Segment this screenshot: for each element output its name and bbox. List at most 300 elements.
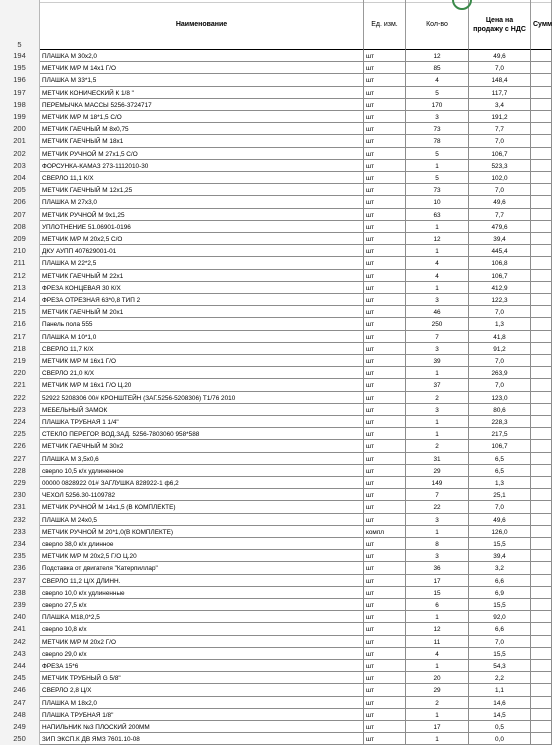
cell-sum[interactable]	[531, 416, 552, 428]
cell-qty[interactable]: 29	[406, 465, 469, 477]
cell-unit[interactable]: шт	[364, 465, 406, 477]
row-header[interactable]: 231	[0, 501, 40, 513]
cell-qty[interactable]: 1	[406, 160, 469, 172]
cell-name[interactable]: МЕТЧИК ГАЕЧНЫЙ М 20х1	[40, 306, 364, 318]
cell-name[interactable]: СВЕРЛО 21,0 К/Х	[40, 367, 364, 379]
cell-qty[interactable]: 73	[406, 123, 469, 135]
cell-unit[interactable]: шт	[364, 514, 406, 526]
cell-name[interactable]: МЕТЧИК М/Р М 16х1 Г/О Ц.20	[40, 379, 364, 391]
cell-sum[interactable]	[531, 331, 552, 343]
cell-unit[interactable]: шт	[364, 135, 406, 147]
row-header[interactable]: 196	[0, 74, 40, 86]
row-header[interactable]: 240	[0, 611, 40, 623]
cell-name[interactable]: ПЛАШКА М 27х3,0	[40, 196, 364, 208]
cell-unit[interactable]: шт	[364, 379, 406, 391]
cell-unit[interactable]: шт	[364, 538, 406, 550]
cell-qty[interactable]: 1	[406, 526, 469, 538]
row-header[interactable]: 245	[0, 672, 40, 684]
cell-sum[interactable]	[531, 733, 552, 745]
cell-price[interactable]: 148,4	[469, 74, 531, 86]
cell-sum[interactable]	[531, 50, 552, 62]
cell-unit[interactable]: шт	[364, 50, 406, 62]
cell-price[interactable]: 479,6	[469, 221, 531, 233]
row-header[interactable]: 203	[0, 160, 40, 172]
cell-price[interactable]: 49,6	[469, 514, 531, 526]
cell-unit[interactable]: шт	[364, 184, 406, 196]
cell-name[interactable]: МЕТЧИК РУЧНОЙ М 27х1,5 С/О	[40, 148, 364, 160]
cell-name[interactable]: МЕТЧИК РУЧНОЙ М 9х1,25	[40, 209, 364, 221]
cell-qty[interactable]: 1	[406, 660, 469, 672]
row-header[interactable]: 221	[0, 379, 40, 391]
row-header[interactable]: 208	[0, 221, 40, 233]
cell-unit[interactable]: шт	[364, 660, 406, 672]
cell-price[interactable]: 6,5	[469, 465, 531, 477]
cell-sum[interactable]	[531, 123, 552, 135]
cell-price[interactable]: 7,7	[469, 209, 531, 221]
cell-price[interactable]: 106,7	[469, 440, 531, 452]
row-header[interactable]: 243	[0, 648, 40, 660]
cell-qty[interactable]: 2	[406, 440, 469, 452]
cell-price[interactable]: 217,5	[469, 428, 531, 440]
cell-unit[interactable]: компл	[364, 526, 406, 538]
cell-unit[interactable]: шт	[364, 550, 406, 562]
cell-qty[interactable]: 12	[406, 50, 469, 62]
cell-sum[interactable]	[531, 672, 552, 684]
cell-price[interactable]: 49,6	[469, 196, 531, 208]
row-header[interactable]: 201	[0, 135, 40, 147]
cell-qty[interactable]: 39	[406, 355, 469, 367]
row-header[interactable]: 244	[0, 660, 40, 672]
cell-sum[interactable]	[531, 245, 552, 257]
row-header[interactable]: 247	[0, 697, 40, 709]
cell-sum[interactable]	[531, 233, 552, 245]
cell-price[interactable]: 106,7	[469, 270, 531, 282]
cell-name[interactable]: МЕТЧИК ГАЕЧНЫЙ М 8х0,75	[40, 123, 364, 135]
cell-name[interactable]: ФРЕЗА ОТРЕЗНАЯ 63*0,8 ТИП 2	[40, 294, 364, 306]
cell-sum[interactable]	[531, 135, 552, 147]
cell-unit[interactable]: шт	[364, 623, 406, 635]
cell-price[interactable]: 445,4	[469, 245, 531, 257]
cell-sum[interactable]	[531, 367, 552, 379]
cell-unit[interactable]: шт	[364, 672, 406, 684]
row-header[interactable]: 225	[0, 428, 40, 440]
row-header[interactable]: 239	[0, 599, 40, 611]
cell-qty[interactable]: 17	[406, 575, 469, 587]
row-header[interactable]: 200	[0, 123, 40, 135]
cell-name[interactable]: сверло 10,0 к/х удлиненные	[40, 587, 364, 599]
cell-price[interactable]: 7,0	[469, 62, 531, 74]
cell-price[interactable]: 0,5	[469, 721, 531, 733]
cell-sum[interactable]	[531, 343, 552, 355]
cell-price[interactable]: 123,0	[469, 392, 531, 404]
cell-price[interactable]: 14,6	[469, 697, 531, 709]
row-header[interactable]: 242	[0, 636, 40, 648]
cell-name[interactable]: ПЛАШКА М 30х2,0	[40, 50, 364, 62]
cell-unit[interactable]: шт	[364, 355, 406, 367]
cell-sum[interactable]	[531, 440, 552, 452]
cell-price[interactable]: 117,7	[469, 87, 531, 99]
cell-sum[interactable]	[531, 270, 552, 282]
cell-name[interactable]: МЕТЧИК М/Р М 16х1 Г/О	[40, 355, 364, 367]
cell-name[interactable]: ФРЕЗА КОНЦЕВАЯ 30 К/Х	[40, 282, 364, 294]
cell-sum[interactable]	[531, 62, 552, 74]
cell-price[interactable]: 91,2	[469, 343, 531, 355]
cell-sum[interactable]	[531, 355, 552, 367]
cell-name[interactable]: МЕТЧИК М/Р М 20х2,5 С/О	[40, 233, 364, 245]
cell-name[interactable]: СВЕРЛО 11,1 К/Х	[40, 172, 364, 184]
cell-unit[interactable]: шт	[364, 172, 406, 184]
cell-unit[interactable]: шт	[364, 294, 406, 306]
cell-unit[interactable]: шт	[364, 599, 406, 611]
cell-unit[interactable]: шт	[364, 562, 406, 574]
cell-unit[interactable]: шт	[364, 721, 406, 733]
cell-unit[interactable]: шт	[364, 587, 406, 599]
cell-qty[interactable]: 1	[406, 221, 469, 233]
cell-name[interactable]: СВЕРЛО 11,7 К/Х	[40, 343, 364, 355]
cell-price[interactable]: 106,7	[469, 148, 531, 160]
cell-price[interactable]: 7,0	[469, 306, 531, 318]
cell-unit[interactable]: шт	[364, 367, 406, 379]
row-header[interactable]: 236	[0, 562, 40, 574]
cell-price[interactable]: 122,3	[469, 294, 531, 306]
cell-unit[interactable]: шт	[364, 62, 406, 74]
cell-unit[interactable]: шт	[364, 123, 406, 135]
cell-name[interactable]: сверло 27,5 к/х	[40, 599, 364, 611]
cell-qty[interactable]: 12	[406, 233, 469, 245]
cell-sum[interactable]	[531, 526, 552, 538]
cell-unit[interactable]: шт	[364, 343, 406, 355]
cell-sum[interactable]	[531, 636, 552, 648]
row-header[interactable]: 250	[0, 733, 40, 745]
cell-sum[interactable]	[531, 477, 552, 489]
cell-sum[interactable]	[531, 87, 552, 99]
cell-name[interactable]: 52922 5208306 00# КРОНШТЕЙН (ЗАГ.5256-5208306) Т1/76 2010	[40, 392, 364, 404]
cell-sum[interactable]	[531, 379, 552, 391]
cell-qty[interactable]: 4	[406, 74, 469, 86]
cell-sum[interactable]	[531, 184, 552, 196]
cell-unit[interactable]: шт	[364, 416, 406, 428]
row-header[interactable]: 246	[0, 684, 40, 696]
column-header-unit[interactable]: Ед. изм.	[364, 0, 406, 50]
cell-qty[interactable]: 1	[406, 428, 469, 440]
cell-sum[interactable]	[531, 465, 552, 477]
cell-qty[interactable]: 250	[406, 318, 469, 330]
cell-unit[interactable]: шт	[364, 245, 406, 257]
cell-unit[interactable]: шт	[364, 501, 406, 513]
cell-price[interactable]: 6,6	[469, 575, 531, 587]
cell-qty[interactable]: 1	[406, 733, 469, 745]
cell-sum[interactable]	[531, 74, 552, 86]
cell-price[interactable]: 92,0	[469, 611, 531, 623]
row-header[interactable]: 223	[0, 404, 40, 416]
cell-qty[interactable]: 4	[406, 270, 469, 282]
column-header-qty[interactable]: Кол-во	[406, 0, 469, 50]
cell-unit[interactable]: шт	[364, 331, 406, 343]
cell-price[interactable]: 7,0	[469, 636, 531, 648]
cell-sum[interactable]	[531, 514, 552, 526]
cell-sum[interactable]	[531, 453, 552, 465]
cell-unit[interactable]: шт	[364, 306, 406, 318]
cell-qty[interactable]: 1	[406, 611, 469, 623]
row-header[interactable]: 237	[0, 575, 40, 587]
cell-unit[interactable]: шт	[364, 148, 406, 160]
cell-sum[interactable]	[531, 550, 552, 562]
cell-price[interactable]: 7,0	[469, 184, 531, 196]
row-header[interactable]: 215	[0, 306, 40, 318]
cell-price[interactable]: 49,6	[469, 50, 531, 62]
row-header[interactable]: 204	[0, 172, 40, 184]
cell-unit[interactable]: шт	[364, 709, 406, 721]
cell-price[interactable]: 7,0	[469, 379, 531, 391]
cell-name[interactable]: сверло 29,0 к/х	[40, 648, 364, 660]
cell-unit[interactable]: шт	[364, 74, 406, 86]
cell-sum[interactable]	[531, 99, 552, 111]
cell-qty[interactable]: 4	[406, 648, 469, 660]
cell-name[interactable]: МЕТЧИК ГАЕЧНЫЙ М 12х1,25	[40, 184, 364, 196]
cell-name[interactable]: МЕТЧИК М/Р М 18*1,5 С/О	[40, 111, 364, 123]
cell-qty[interactable]: 37	[406, 379, 469, 391]
cell-qty[interactable]: 1	[406, 282, 469, 294]
cell-sum[interactable]	[531, 111, 552, 123]
cell-unit[interactable]: шт	[364, 440, 406, 452]
cell-name[interactable]: ЧЕХОЛ 5256.30-1109782	[40, 489, 364, 501]
cell-sum[interactable]	[531, 684, 552, 696]
cell-qty[interactable]: 17	[406, 721, 469, 733]
cell-name[interactable]: ФРЕЗА 15*6	[40, 660, 364, 672]
cell-price[interactable]: 25,1	[469, 489, 531, 501]
cell-price[interactable]: 6,6	[469, 623, 531, 635]
cell-name[interactable]: ПЛАШКА М 3,5х0,6	[40, 453, 364, 465]
cell-sum[interactable]	[531, 538, 552, 550]
cell-price[interactable]: 7,0	[469, 501, 531, 513]
cell-price[interactable]: 6,9	[469, 587, 531, 599]
row-header[interactable]: 194	[0, 50, 40, 62]
row-header[interactable]: 212	[0, 270, 40, 282]
cell-price[interactable]: 14,5	[469, 709, 531, 721]
row-header[interactable]: 232	[0, 514, 40, 526]
cell-sum[interactable]	[531, 404, 552, 416]
row-header[interactable]: 213	[0, 282, 40, 294]
cell-name[interactable]: ПЛАШКА М 24х0,5	[40, 514, 364, 526]
cell-unit[interactable]: шт	[364, 233, 406, 245]
cell-qty[interactable]: 149	[406, 477, 469, 489]
cell-sum[interactable]	[531, 209, 552, 221]
cell-sum[interactable]	[531, 623, 552, 635]
cell-qty[interactable]: 15	[406, 587, 469, 599]
cell-unit[interactable]: шт	[364, 196, 406, 208]
cell-price[interactable]: 126,0	[469, 526, 531, 538]
cell-sum[interactable]	[531, 196, 552, 208]
row-header[interactable]: 207	[0, 209, 40, 221]
cell-unit[interactable]: шт	[364, 160, 406, 172]
cell-name[interactable]: ПЛАШКА ТРУБНАЯ 1 1/4"	[40, 416, 364, 428]
column-header-sum[interactable]: Сумм	[531, 0, 552, 50]
cell-price[interactable]: 0,0	[469, 733, 531, 745]
cell-qty[interactable]: 31	[406, 453, 469, 465]
row-header[interactable]: 202	[0, 148, 40, 160]
cell-name[interactable]: ПЛАШКА М 18х2,0	[40, 697, 364, 709]
row-header[interactable]: 209	[0, 233, 40, 245]
cell-qty[interactable]: 6	[406, 599, 469, 611]
cell-unit[interactable]: шт	[364, 489, 406, 501]
cell-name[interactable]: МЕТЧИК КОНИЧЕСКИЙ К 1/8 "	[40, 87, 364, 99]
cell-price[interactable]: 39,4	[469, 550, 531, 562]
cell-price[interactable]: 54,3	[469, 660, 531, 672]
cell-qty[interactable]: 5	[406, 148, 469, 160]
cell-name[interactable]: МЕТЧИК ГАЕЧНЫЙ М 22х1	[40, 270, 364, 282]
row-header[interactable]: 205	[0, 184, 40, 196]
cell-unit[interactable]: шт	[364, 697, 406, 709]
cell-name[interactable]: ПЕРЕМЫЧКА МАССЫ 5256-3724717	[40, 99, 364, 111]
cell-price[interactable]: 102,0	[469, 172, 531, 184]
row-header[interactable]: 197	[0, 87, 40, 99]
cell-qty[interactable]: 170	[406, 99, 469, 111]
cell-name[interactable]: ПЛАШКА М 10*1,0	[40, 331, 364, 343]
cell-qty[interactable]: 12	[406, 623, 469, 635]
cell-qty[interactable]: 3	[406, 514, 469, 526]
row-header[interactable]: 211	[0, 257, 40, 269]
cell-sum[interactable]	[531, 575, 552, 587]
cell-unit[interactable]: шт	[364, 636, 406, 648]
row-header[interactable]: 198	[0, 99, 40, 111]
cell-qty[interactable]: 3	[406, 294, 469, 306]
column-header-name[interactable]: Наименование	[40, 0, 364, 50]
row-header[interactable]: 249	[0, 721, 40, 733]
cell-qty[interactable]: 20	[406, 672, 469, 684]
cell-qty[interactable]: 22	[406, 501, 469, 513]
cell-unit[interactable]: шт	[364, 87, 406, 99]
cell-qty[interactable]: 1	[406, 709, 469, 721]
cell-name[interactable]: ПЛАШКА М 33*1,5	[40, 74, 364, 86]
cell-unit[interactable]: шт	[364, 270, 406, 282]
cell-name[interactable]: ПЛАШКА ТРУБНАЯ 1/8"	[40, 709, 364, 721]
cell-unit[interactable]: шт	[364, 209, 406, 221]
row-header[interactable]: 233	[0, 526, 40, 538]
cell-name[interactable]: МЕТЧИК РУЧНОЙ М 20*1,0(В КОМПЛЕКТЕ)	[40, 526, 364, 538]
row-header[interactable]: 227	[0, 453, 40, 465]
cell-unit[interactable]: шт	[364, 404, 406, 416]
row-header[interactable]: 206	[0, 196, 40, 208]
row-header[interactable]: 238	[0, 587, 40, 599]
cell-price[interactable]: 263,9	[469, 367, 531, 379]
cell-price[interactable]: 191,2	[469, 111, 531, 123]
cell-sum[interactable]	[531, 306, 552, 318]
cell-price[interactable]: 2,2	[469, 672, 531, 684]
row-header[interactable]: 199	[0, 111, 40, 123]
cell-price[interactable]: 3,2	[469, 562, 531, 574]
row-header[interactable]: 214	[0, 294, 40, 306]
cell-qty[interactable]: 4	[406, 257, 469, 269]
cell-qty[interactable]: 3	[406, 550, 469, 562]
row-header[interactable]: 220	[0, 367, 40, 379]
row-header[interactable]: 248	[0, 709, 40, 721]
row-header[interactable]: 210	[0, 245, 40, 257]
cell-unit[interactable]: шт	[364, 221, 406, 233]
cell-qty[interactable]: 10	[406, 196, 469, 208]
row-header[interactable]: 234	[0, 538, 40, 550]
cell-price[interactable]: 106,8	[469, 257, 531, 269]
cell-qty[interactable]: 5	[406, 172, 469, 184]
cell-qty[interactable]: 29	[406, 684, 469, 696]
cell-qty[interactable]: 2	[406, 392, 469, 404]
cell-name[interactable]: МЕТЧИК РУЧНОЙ М 14х1,5 (В КОМПЛЕКТЕ)	[40, 501, 364, 513]
cell-sum[interactable]	[531, 562, 552, 574]
cell-qty[interactable]: 7	[406, 331, 469, 343]
cell-sum[interactable]	[531, 501, 552, 513]
cell-unit[interactable]: шт	[364, 111, 406, 123]
cell-price[interactable]: 6,5	[469, 453, 531, 465]
cell-qty[interactable]: 36	[406, 562, 469, 574]
cell-unit[interactable]: шт	[364, 257, 406, 269]
cell-unit[interactable]: шт	[364, 392, 406, 404]
cell-unit[interactable]: шт	[364, 733, 406, 745]
cell-price[interactable]: 15,5	[469, 538, 531, 550]
cell-sum[interactable]	[531, 148, 552, 160]
cell-name[interactable]: СТЕКЛО ПЕРЕГОР. ВОД.ЗАД. 5256-7803060 958*588	[40, 428, 364, 440]
cell-name[interactable]: ДКУ АУПП 407629001-01	[40, 245, 364, 257]
cell-qty[interactable]: 1	[406, 416, 469, 428]
cell-name[interactable]: 00000 0828922 01# ЗАГЛУШКА 828922-1 ф6,2	[40, 477, 364, 489]
cell-price[interactable]: 15,5	[469, 599, 531, 611]
cell-qty[interactable]: 46	[406, 306, 469, 318]
row-header[interactable]: 216	[0, 318, 40, 330]
row-header[interactable]: 219	[0, 355, 40, 367]
cell-sum[interactable]	[531, 697, 552, 709]
cell-name[interactable]: сверло 10,8 к/х	[40, 623, 364, 635]
cell-sum[interactable]	[531, 709, 552, 721]
cell-sum[interactable]	[531, 172, 552, 184]
cell-price[interactable]: 41,8	[469, 331, 531, 343]
cell-name[interactable]: МЕТЧИК М/Р М 14х1 Г/О	[40, 62, 364, 74]
cell-name[interactable]: ЗИП ЭКСП.К ДВ ЯМЗ 7601.10-08	[40, 733, 364, 745]
row-header[interactable]: 224	[0, 416, 40, 428]
cell-sum[interactable]	[531, 611, 552, 623]
cell-sum[interactable]	[531, 221, 552, 233]
cell-name[interactable]: Подставка от двигателя "Катерпиллар"	[40, 562, 364, 574]
cell-sum[interactable]	[531, 587, 552, 599]
cell-name[interactable]: МЕТЧИК ТРУБНЫЙ G 5/8"	[40, 672, 364, 684]
cell-price[interactable]: 80,6	[469, 404, 531, 416]
cell-qty[interactable]: 3	[406, 111, 469, 123]
cell-unit[interactable]: шт	[364, 282, 406, 294]
cell-price[interactable]: 7,7	[469, 123, 531, 135]
cell-price[interactable]: 228,3	[469, 416, 531, 428]
cell-name[interactable]: МЕТЧИК ГАЕЧНЫЙ М 18х1	[40, 135, 364, 147]
cell-sum[interactable]	[531, 599, 552, 611]
cell-name[interactable]: МЕТЧИК М/Р М 20х2 Г/О	[40, 636, 364, 648]
row-header[interactable]: 195	[0, 62, 40, 74]
cell-price[interactable]: 1,1	[469, 684, 531, 696]
cell-price[interactable]: 523,3	[469, 160, 531, 172]
cell-name[interactable]: МЕБЕЛЬНЫЙ ЗАМОК	[40, 404, 364, 416]
row-header[interactable]: 217	[0, 331, 40, 343]
cell-unit[interactable]: шт	[364, 99, 406, 111]
cell-price[interactable]: 1,3	[469, 477, 531, 489]
cell-name[interactable]: МЕТЧИК М/Р М 20х2,5 Г/О Ц.20	[40, 550, 364, 562]
cell-qty[interactable]: 1	[406, 245, 469, 257]
row-header[interactable]: 235	[0, 550, 40, 562]
cell-sum[interactable]	[531, 648, 552, 660]
cell-unit[interactable]: шт	[364, 575, 406, 587]
row-header[interactable]: 226	[0, 440, 40, 452]
cell-sum[interactable]	[531, 318, 552, 330]
cell-name[interactable]: УПЛОТНЕНИЕ 51.06901-0196	[40, 221, 364, 233]
cell-sum[interactable]	[531, 489, 552, 501]
cell-unit[interactable]: шт	[364, 318, 406, 330]
cell-sum[interactable]	[531, 428, 552, 440]
cell-sum[interactable]	[531, 257, 552, 269]
cell-unit[interactable]: шт	[364, 648, 406, 660]
